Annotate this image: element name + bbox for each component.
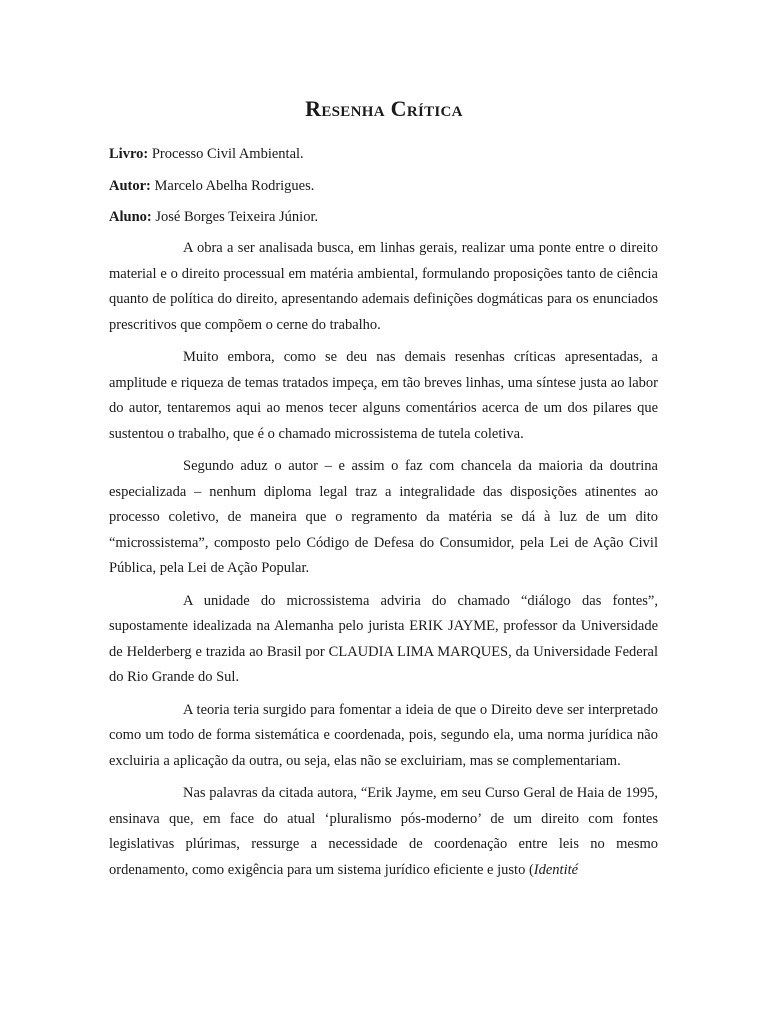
meta-student [109, 209, 318, 226]
document-title: Resenha Crítica [305, 96, 463, 121]
paragraph: A teoria teria surgido para fomentar a ideia de que o Direito deve ser interpretado como um todo de forma sistemática e coordenada, pois, segundo ela, uma norma jurídica não excluiria a aplicação da outra, ou seja, elas não se excluiriam, mas se complementariam. [109, 701, 658, 769]
meta-book [109, 146, 304, 163]
meta-book-value: Processo Civil Ambiental. [148, 146, 304, 162]
meta-author-value: Marcelo Abelha Rodrigues. [150, 178, 315, 194]
paragraph: A unidade do microssistema adviria do chamado “diálogo das fontes”, supostamente idealizada na Alemanha pelo jurista ERIK JAYME, professor da Universidade de Helderberg e trazida ao Brasil por CLAUDIA LIMA MARQUES, da Universidade Federal do Rio Grande do Sul. [109, 592, 658, 685]
meta-author-label: Autor: [109, 178, 151, 194]
paragraph-text: Nas palavras da citada autora, “Erik Jayme, em seu Curso Geral de Haia de 1995, ensinava que, em face do atual ‘pluralismo pós-moderno’ de um direito com fontes legislativas plúrimas, ressurge a necessidade de coordenação entre leis no mesmo ordenamento, como exigência para um sistema jurídico eficiente e justo ( [109, 785, 658, 878]
paragraph [109, 781, 658, 883]
paragraph-italic-text: Identité [533, 861, 579, 878]
paragraph: A obra a ser analisada busca, em linhas gerais, realizar uma ponte entre o direito material e o direito processual em matéria ambiental, formulando proposições tanto de ciência quanto de política do direito, apresentando ademais definições dogmáticas para os enunciados prescritivos que compõem o cerne do trabalho. [109, 240, 658, 333]
paragraph: Segundo aduz o autor – e assim o faz com chancela da maioria da doutrina especializada – nenhum diploma legal traz a integralidade das disposições atinentes ao processo coletivo, de maneira que o regramento da matéria se dá à luz de um dito “microssistema”, composto pelo Código de Defesa do Consumidor, pela Lei de Ação Civil Pública, pela Lei de Ação Popular. [109, 458, 658, 576]
document-body [109, 236, 658, 883]
meta-student-label: Aluno: [109, 209, 152, 225]
meta-student-value: José Borges Teixeira Júnior. [151, 209, 319, 225]
meta-book-label: Livro: [109, 146, 149, 162]
paragraph: Muito embora, como se deu nas demais resenhas críticas apresentadas, a amplitude e riqueza de temas tratados impeça, em tão breves linhas, uma síntese justa ao labor do autor, tentaremos aqui ao menos tecer alguns comentários acerca de um dos pilares que sustentou o trabalho, que é o chamado microssistema de tutela coletiva. [109, 349, 658, 442]
meta-author [109, 178, 314, 195]
